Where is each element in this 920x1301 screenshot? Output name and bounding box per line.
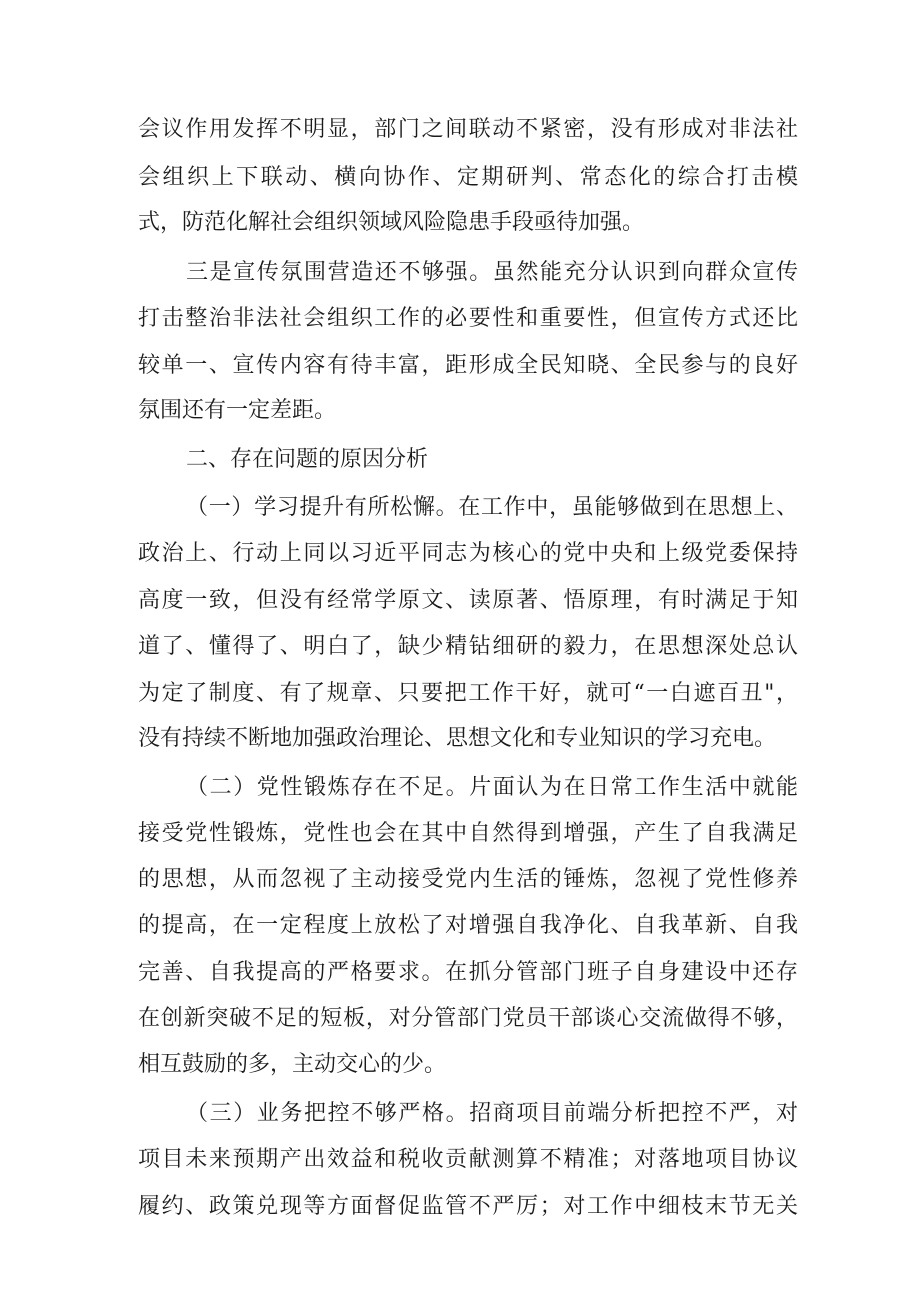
- paragraph-3-line-2: 政治上、行动上同以习近平同志为核心的党中央和上级党委保持: [138, 541, 798, 566]
- paragraph-4-line-4: 的提高，在一定程度上放松了对增强自我净化、自我革新、自我: [138, 913, 798, 938]
- paragraph-3-line-5: 为定了制度、有了规章、只要把工作干好，就可“一白遮百丑"，: [138, 681, 798, 706]
- paragraph-3-line-4: 道了、懂得了、明白了，缺少精钻细研的毅力，在思想深处总认: [138, 634, 798, 659]
- paragraph-4-line-5: 完善、自我提高的严格要求。在抓分管部门班子自身建设中还存: [138, 960, 798, 985]
- paragraph-4-line-7: 相互鼓励的多，主动交心的少。: [138, 1052, 447, 1077]
- paragraph-5-line-3: 履约、政策兑现等方面督促监管不严厉；对工作中细枝末节无关: [138, 1194, 798, 1219]
- paragraph-4-line-1: （二）党性锻炼存在不足。片面认为在日常工作生活中就能: [186, 775, 798, 800]
- paragraph-3-line-6: 没有持续不断地加强政治理论、思想文化和专业知识的学习充电。: [138, 726, 777, 751]
- paragraph-2-line-3: 较单一、宣传内容有待丰富，距形成全民知晓、全民参与的良好: [138, 353, 798, 378]
- paragraph-5-line-2: 项目未来预期产出效益和税收贡献测算不精准；对落地项目协议: [138, 1147, 798, 1172]
- paragraph-1-line-1: 会议作用发挥不明显，部门之间联动不紧密，没有形成对非法社: [138, 117, 798, 142]
- paragraph-2-line-4: 氛围还有一定差距。: [138, 398, 337, 423]
- paragraph-3-line-1: （一）学习提升有所松懈。在工作中，虽能够做到在思想上、: [186, 495, 798, 520]
- paragraph-4-line-6: 在创新突破不足的短板，对分管部门党员干部谈心交流做得不够，: [138, 1006, 798, 1031]
- paragraph-2-line-2: 打击整治非法社会组织工作的必要性和重要性，但宣传方式还比: [138, 306, 798, 331]
- paragraph-4-line-2: 接受党性锻炼，党性也会在其中自然得到增强，产生了自我满足: [138, 821, 798, 846]
- paragraph-1-line-2: 会组织上下联动、横向协作、定期研判、常态化的综合打击模: [138, 165, 798, 190]
- paragraph-3-line-3: 高度一致，但没有经常学原文、读原著、悟原理，有时满足于知: [138, 588, 798, 613]
- section-heading: 二、存在问题的原因分析: [186, 447, 429, 472]
- paragraph-5-line-1: （三）业务把控不够严格。招商项目前端分析把控不严，对: [186, 1101, 798, 1126]
- paragraph-4-line-3: 的思想，从而忽视了主动接受党内生活的锤炼，忽视了党性修养: [138, 867, 798, 892]
- paragraph-1-line-3: 式，防范化解社会组织领域风险隐患手段亟待加强。: [138, 210, 645, 235]
- paragraph-2-line-1: 三是宣传氛围营造还不够强。虽然能充分认识到向群众宣传: [186, 260, 798, 285]
